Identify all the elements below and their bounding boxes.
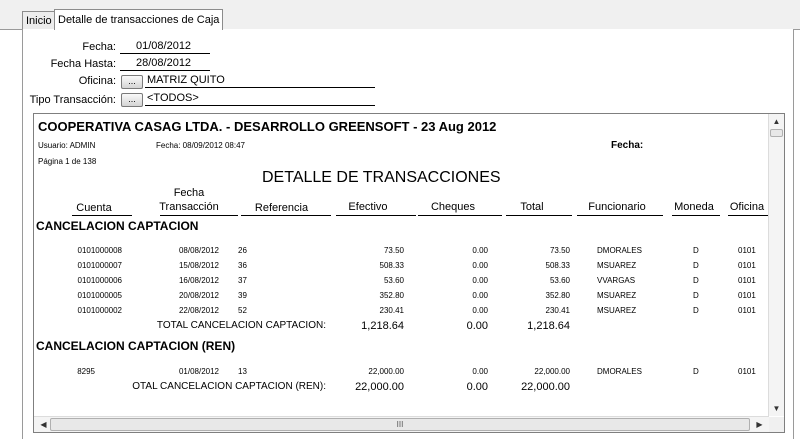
scroll-left-icon[interactable]: ◀: [40, 420, 47, 429]
cell-total: 352.80: [545, 291, 570, 300]
scroll-grip-icon: III: [396, 420, 404, 429]
cell-cheques: 0.00: [472, 291, 488, 300]
cell-moneda: D: [693, 367, 699, 376]
oficina-lookup-button[interactable]: ...: [121, 75, 143, 89]
col-underline: [728, 215, 768, 216]
cell-fecha: 08/08/2012: [178, 246, 219, 255]
col-funcionario: Funcionario: [588, 201, 646, 213]
cell-efectivo: 352.80: [379, 291, 404, 300]
scroll-right-icon[interactable]: ▶: [756, 420, 763, 429]
cell-referencia: 37: [238, 276, 247, 285]
tipo-transaccion-field: <TODOS>: [145, 92, 375, 106]
horizontal-scrollbar[interactable]: [34, 416, 769, 432]
group-total-cheques: 0.00: [466, 320, 488, 332]
cell-referencia: 13: [238, 367, 247, 376]
cell-funcionario: MSUAREZ: [597, 261, 637, 270]
scroll-down-icon[interactable]: ▼: [772, 404, 781, 413]
col-cheques: Cheques: [430, 201, 476, 213]
group-total-efectivo: 22,000.00: [355, 381, 404, 393]
cell-cheques: 0.00: [472, 306, 488, 315]
tipo-transaccion-label: Tipo Transacción:: [29, 94, 116, 106]
fecha-label: Fecha:: [82, 41, 116, 53]
group-name: CANCELACION CAPTACION: [36, 219, 199, 233]
cell-efectivo: 230.41: [379, 306, 404, 315]
cell-total: 230.41: [545, 306, 570, 315]
cell-total: 22,000.00: [534, 367, 570, 376]
report-fecha-label: Fecha:: [611, 140, 644, 151]
col-efectivo: Efectivo: [348, 201, 388, 213]
cell-total: 53.60: [549, 276, 570, 285]
cell-funcionario: DMORALES: [597, 367, 642, 376]
tab-bar: [0, 0, 800, 30]
cell-moneda: D: [693, 276, 699, 285]
cell-cuenta: 0101000007: [77, 261, 122, 270]
cell-oficina: 0101: [738, 367, 756, 376]
cell-referencia: 36: [238, 261, 247, 270]
cell-oficina: 0101: [738, 291, 756, 300]
col-underline: [72, 215, 132, 216]
fecha-field[interactable]: 01/08/2012: [120, 40, 210, 54]
cell-fecha: 16/08/2012: [178, 276, 219, 285]
tab-inicio[interactable]: [22, 11, 56, 29]
tipo-transaccion-lookup-button[interactable]: ...: [121, 93, 143, 107]
vertical-scrollbar[interactable]: [768, 114, 784, 416]
cell-moneda: D: [693, 291, 699, 300]
group-total-total: 22,000.00: [521, 381, 570, 393]
report-viewer[interactable]: [33, 113, 785, 433]
cell-fecha: 01/08/2012: [178, 367, 219, 376]
cell-fecha: 15/08/2012: [178, 261, 219, 270]
cell-efectivo: 22,000.00: [368, 367, 404, 376]
cell-funcionario: MSUAREZ: [597, 291, 637, 300]
group-total-total: 1,218.64: [527, 320, 570, 332]
oficina-label: Oficina:: [78, 75, 116, 87]
fecha-hasta-label: Fecha Hasta:: [50, 58, 116, 70]
cell-moneda: D: [693, 261, 699, 270]
col-fecha-transaccion: Transacción: [159, 201, 219, 213]
group-name: CANCELACION CAPTACION (REN): [36, 339, 236, 353]
col-underline: [577, 215, 663, 216]
col-moneda: Moneda: [674, 201, 714, 213]
cell-moneda: D: [693, 246, 699, 255]
fecha-hasta-field[interactable]: 28/08/2012: [120, 57, 210, 71]
cell-efectivo: 508.33: [379, 261, 404, 270]
cell-cuenta: 0101000006: [77, 276, 122, 285]
cell-funcionario: VVARGAS: [597, 276, 636, 285]
cell-fecha: 22/08/2012: [178, 306, 219, 315]
col-underline: [418, 215, 502, 216]
col-fecha: Fecha: [173, 187, 205, 199]
cell-referencia: 39: [238, 291, 247, 300]
cell-oficina: 0101: [738, 246, 756, 255]
col-underline: [241, 215, 331, 216]
cell-funcionario: MSUAREZ: [597, 306, 637, 315]
col-cuenta: Cuenta: [76, 202, 112, 214]
cell-cuenta: 8295: [77, 367, 95, 376]
cell-funcionario: DMORALES: [597, 246, 642, 255]
col-underline: [506, 215, 572, 216]
cell-total: 73.50: [549, 246, 570, 255]
cell-oficina: 0101: [738, 261, 756, 270]
cell-cuenta: 0101000008: [77, 246, 122, 255]
report-page: [34, 114, 769, 416]
scroll-up-icon[interactable]: ▲: [772, 117, 781, 126]
cell-referencia: 52: [238, 306, 247, 315]
vertical-scroll-thumb[interactable]: [770, 129, 783, 137]
col-underline: [336, 215, 416, 216]
report-title: DETALLE DE TRANSACCIONES: [262, 169, 501, 186]
tab-label: Detalle de transacciones de Caja: [58, 14, 220, 26]
col-underline: [672, 215, 720, 216]
cell-fecha: 20/08/2012: [178, 291, 219, 300]
report-fecha-emision: Fecha: 08/09/2012 08:47: [156, 141, 245, 150]
cell-referencia: 26: [238, 246, 247, 255]
tab-detalle-transacciones[interactable]: [54, 9, 223, 30]
scrollbar-corner: [769, 417, 784, 432]
col-underline: [160, 215, 238, 216]
tab-label: Inicio: [26, 15, 52, 27]
group-total-cheques: 0.00: [466, 381, 488, 393]
col-referencia: Referencia: [254, 202, 309, 214]
group-total-efectivo: 1,218.64: [361, 320, 404, 332]
cell-efectivo: 73.50: [383, 246, 404, 255]
col-oficina: Oficina: [729, 201, 765, 213]
group-total-label: TOTAL CANCELACION CAPTACION:: [156, 320, 326, 331]
cell-oficina: 0101: [738, 306, 756, 315]
report-usuario: Usuario: ADMIN: [38, 141, 96, 150]
cell-oficina: 0101: [738, 276, 756, 285]
report-pagina: Página 1 de 138: [38, 157, 97, 166]
cell-cuenta: 0101000002: [77, 306, 122, 315]
cell-cheques: 0.00: [472, 276, 488, 285]
cell-total: 508.33: [545, 261, 570, 270]
horizontal-scroll-thumb[interactable]: [50, 418, 750, 431]
cell-cheques: 0.00: [472, 246, 488, 255]
col-total: Total: [520, 201, 544, 213]
report-company-header: COOPERATIVA CASAG LTDA. - DESARROLLO GREENSOFT - 23 Aug 2012: [38, 119, 497, 134]
cell-moneda: D: [693, 306, 699, 315]
cell-cuenta: 0101000005: [77, 291, 122, 300]
cell-cheques: 0.00: [472, 367, 488, 376]
oficina-field: MATRIZ QUITO: [145, 74, 375, 88]
cell-cheques: 0.00: [472, 261, 488, 270]
group-total-label: OTAL CANCELACION CAPTACION (REN):: [132, 381, 326, 392]
cell-efectivo: 53.60: [383, 276, 404, 285]
